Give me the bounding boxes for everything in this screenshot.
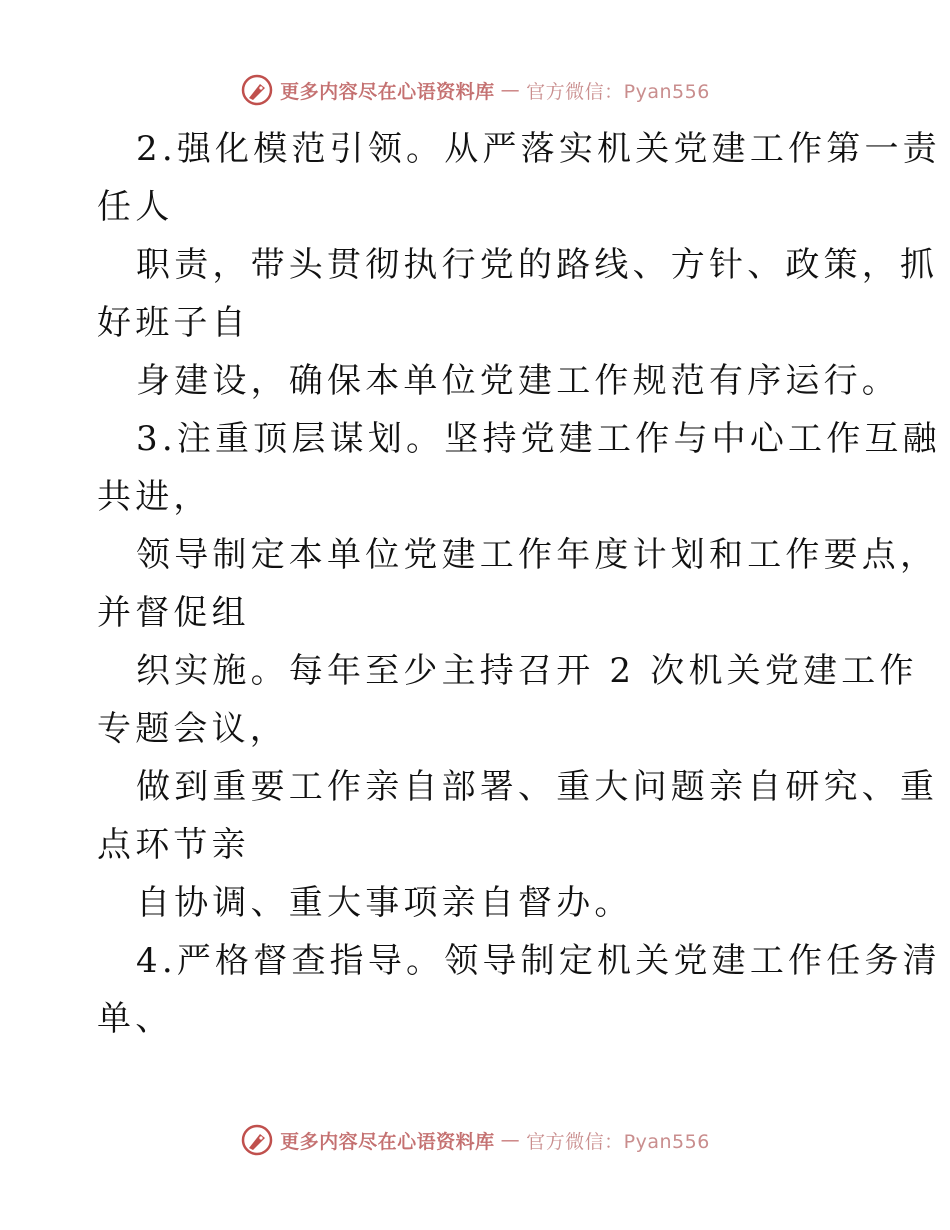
text-line: 3.注重顶层谋划。坚持党建工作与中心工作互融 (136, 419, 941, 459)
text-line: 身建设，确保本单位党建工作规范有序运行。 (136, 361, 900, 401)
text-line: 好班子自 (97, 303, 250, 343)
watermark-prefix: 更多内容尽在心语资料库 (280, 80, 495, 103)
text-line: 共进， (97, 477, 212, 517)
watermark-prefix: 更多内容尽在心语资料库 (280, 1130, 495, 1153)
text-line: 并督促组 (97, 593, 250, 633)
watermark-separator: — (500, 79, 521, 101)
text-line: 2.强化模范引领。从严落实机关党建工作第一责 (136, 129, 941, 169)
document-body (0, 120, 950, 1048)
text-line: 任人 (97, 187, 174, 227)
text-line: 做到重要工作亲自部署、重大问题亲自研究、重 (136, 767, 939, 807)
watermark-separator: — (500, 1129, 521, 1151)
text-line: 自协调、重大事项亲自督办。 (136, 883, 633, 923)
text-line: 单、 (97, 999, 174, 1039)
text-line: 点环节亲 (97, 825, 250, 865)
pen-nib-circle-icon (240, 73, 274, 107)
text-line: 职责，带头贯彻执行党的路线、方针、政策，抓 (136, 245, 939, 285)
text-line: 4.严格督查指导。领导制定机关党建工作任务清 (136, 941, 941, 981)
footer-watermark (0, 1120, 950, 1160)
text-line: 织实施。每年至少主持召开 2 次机关党建工作 (136, 651, 918, 691)
watermark-suffix: 官方微信：Pyan556 (526, 1130, 710, 1153)
text-line: 专题会议， (97, 709, 288, 749)
watermark-suffix: 官方微信：Pyan556 (526, 80, 710, 103)
text-line: 领导制定本单位党建工作年度计划和工作要点， (136, 535, 939, 575)
pen-nib-circle-icon (240, 1123, 274, 1157)
header-watermark (0, 70, 950, 110)
